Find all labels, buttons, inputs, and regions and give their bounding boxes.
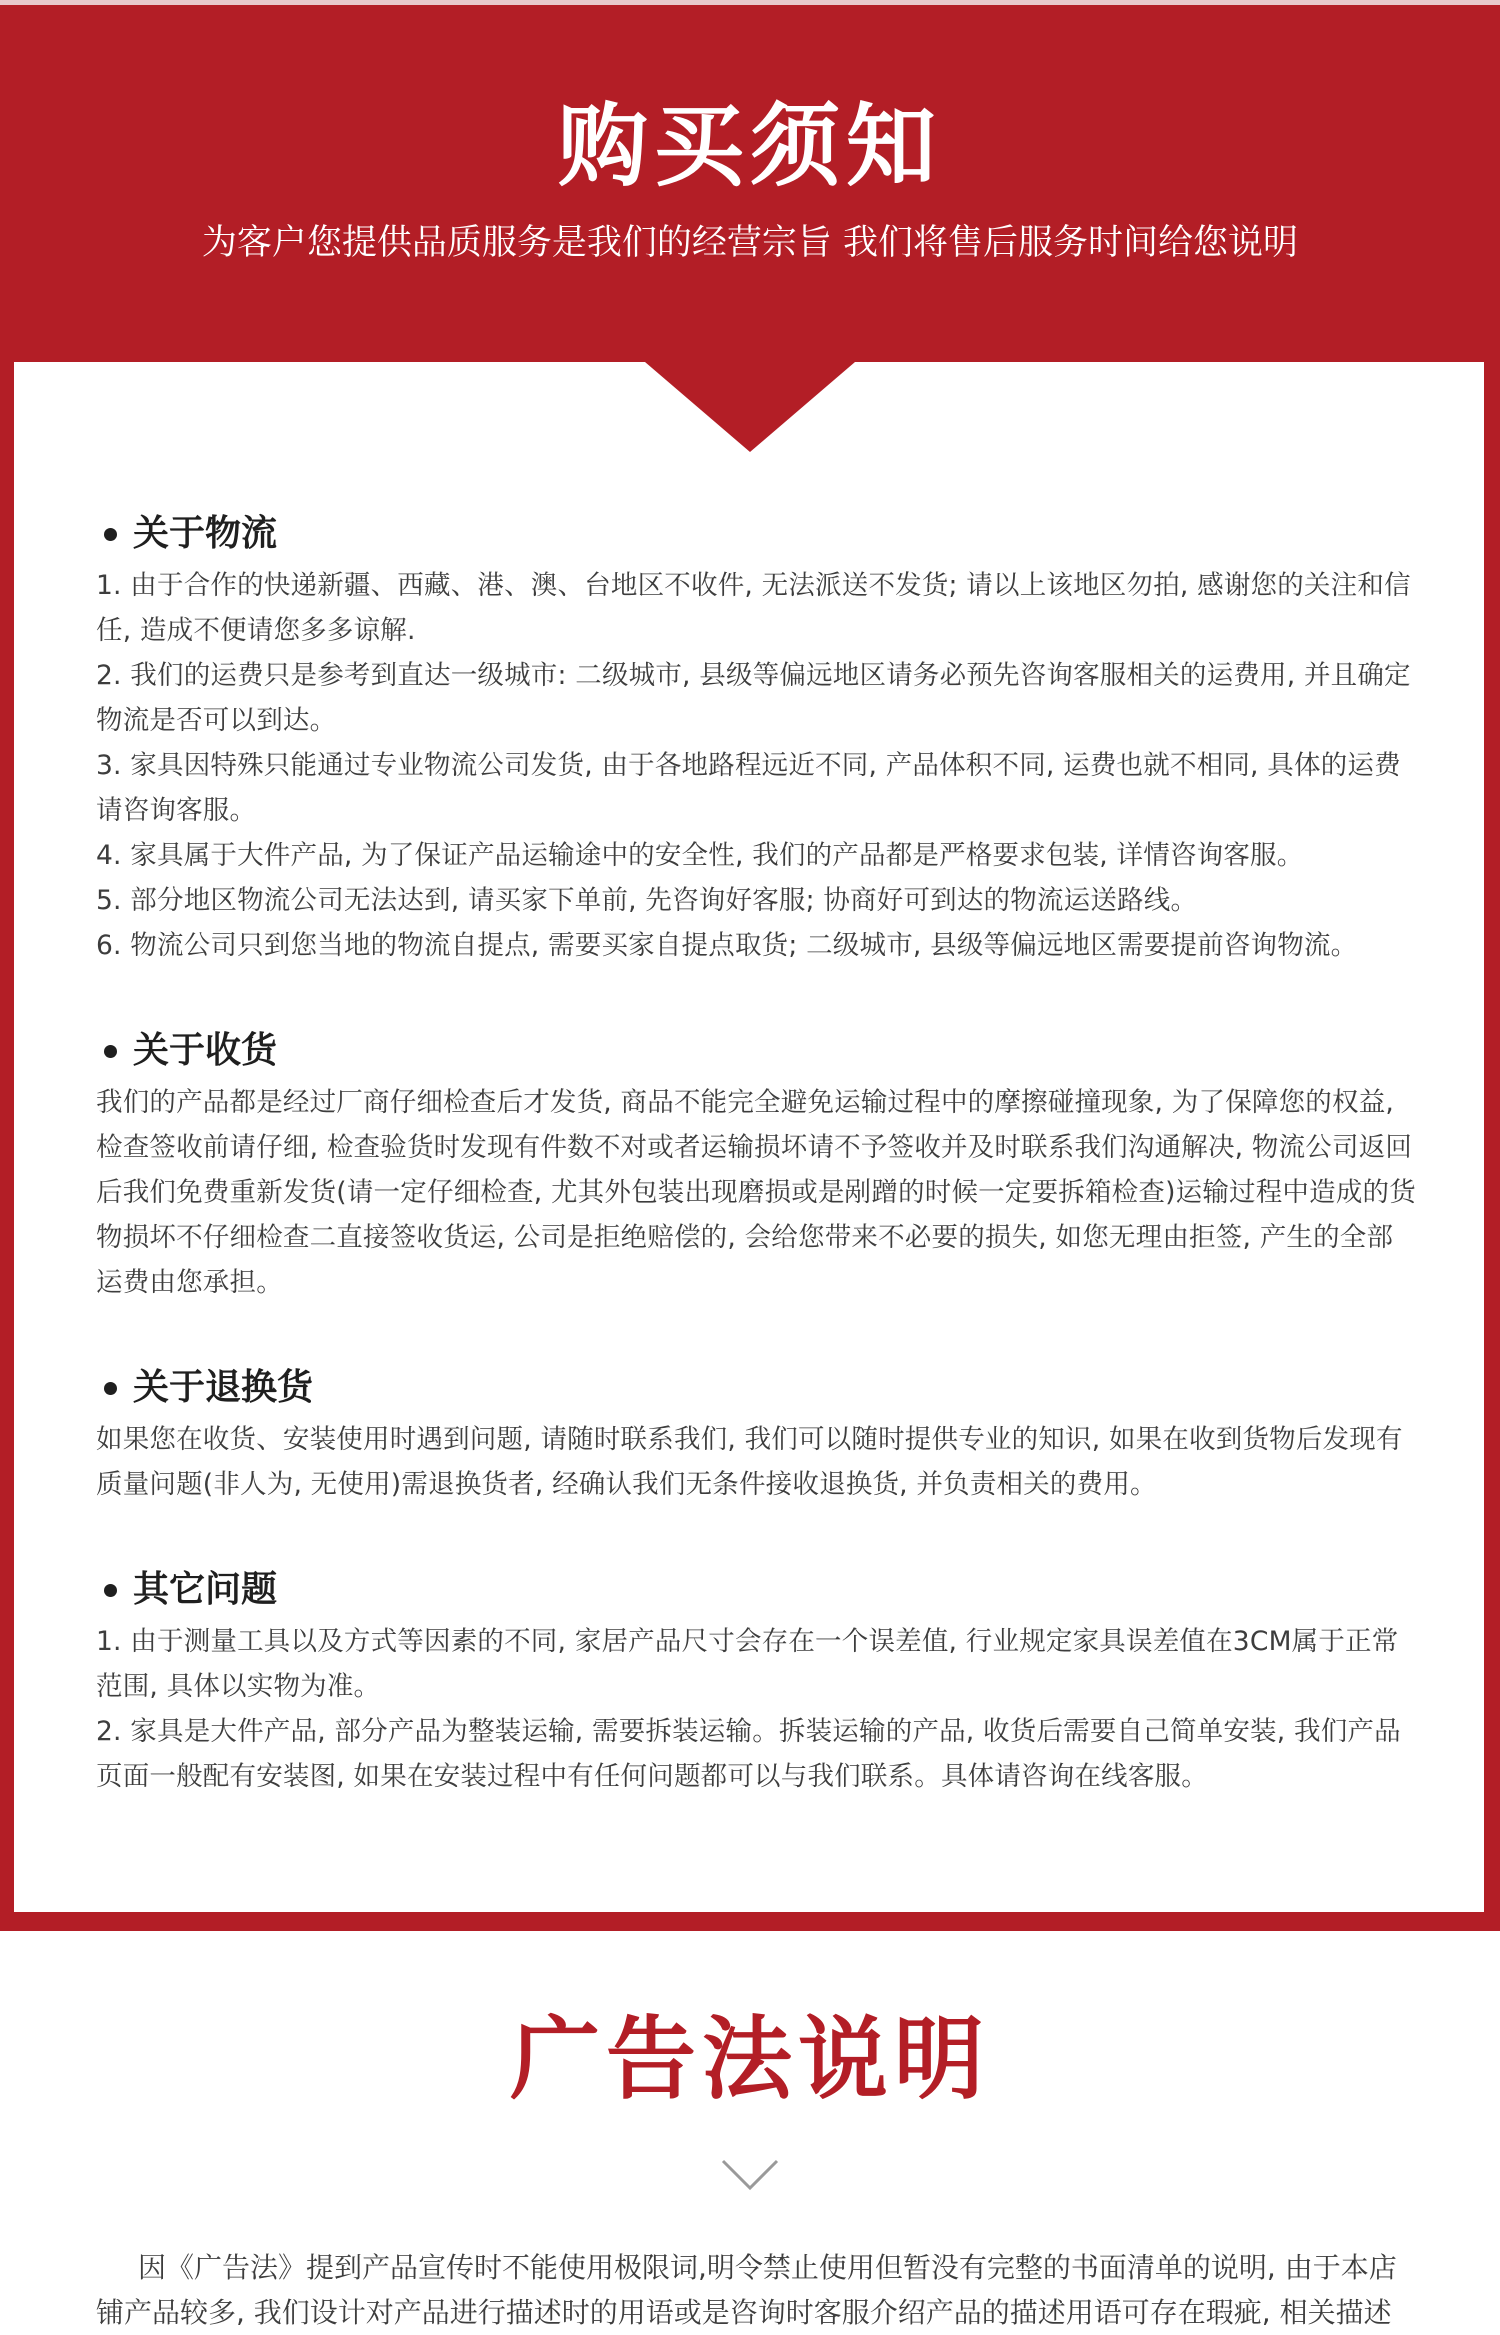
section-other-issues bbox=[96, 1561, 1416, 1799]
paragraph: 1. 由于测量工具以及方式等因素的不同, 家居产品尺寸会存在一个误差值, 行业规定家具误差值在3CM属于正常范围, 具体以实物为准。 bbox=[96, 1626, 1399, 1702]
paragraph: 我们的产品都是经过厂商仔细检查后才发货, 商品不能完全避免运输过程中的摩擦碰撞现象, 为了保障您的权益, 检查签收前请仔细, 检查验货时发现有件数不对或者运输损坏请不予签收并及时联系我们沟通解决, 物流公司返回后我们免费重新发货(请一定仔细检查, 尤其外包装出现磨损或是剐蹭的时候一定要拆箱检查)运输过程中造成的货物损坏不仔细检查二直接签收货运, 公司是拒绝赔偿的, 会给您带来不必要的损失, 如您无理由拒签, 产生的全部运费由您承担。 bbox=[96, 1087, 1416, 1298]
top-divider bbox=[0, 0, 1500, 5]
paragraph: 2. 我们的运费只是参考到直达一级城市: 二级城市, 县级等偏远地区请务必预先咨询客服相关的运费用, 并且确定物流是否可以到达。 bbox=[96, 660, 1411, 736]
section-heading: 其它问题 bbox=[96, 1561, 1416, 1619]
section-heading: 关于收货 bbox=[96, 1022, 1416, 1080]
section-heading: 关于物流 bbox=[96, 505, 1416, 563]
paragraph: 4. 家具属于大件产品, 为了保证产品运输途中的安全性, 我们的产品都是严格要求包装, 详情咨询客服。 bbox=[96, 840, 1304, 871]
paragraph: 1. 由于合作的快递新疆、西藏、港、澳、台地区不收件, 无法派送不发货; 请以上该地区勿拍, 感谢您的关注和信任, 造成不便请您多多谅解. bbox=[96, 570, 1411, 646]
section-logistics bbox=[96, 505, 1416, 968]
chevron-down-icon bbox=[720, 2158, 780, 2192]
bullet-icon bbox=[104, 528, 117, 541]
paragraph: 3. 家具因特殊只能通过专业物流公司发货, 由于各地路程远近不同, 产品体积不同, 运费也就不相同, 具体的运费请咨询客服。 bbox=[96, 750, 1401, 826]
section-returns bbox=[96, 1359, 1416, 1507]
bullet-icon bbox=[104, 1045, 117, 1058]
paragraph: 2. 家具是大件产品, 部分产品为整装运输, 需要拆装运输。拆装运输的产品, 收货后需要自己简单安装, 我们产品页面一般配有安装图, 如果在安装过程中有任何问题都可以与我们联系。具体请咨询在线客服。 bbox=[96, 1716, 1401, 1792]
section-receiving bbox=[96, 1022, 1416, 1305]
paragraph: 6. 物流公司只到您当地的物流自提点, 需要买家自提点取货; 二级城市, 县级等偏远地区需要提前咨询物流。 bbox=[96, 930, 1358, 961]
bullet-icon bbox=[104, 1382, 117, 1395]
paragraph: 如果您在收货、安装使用时遇到问题, 请随时联系我们, 我们可以随时提供专业的知识, 如果在收到货物后发现有质量问题(非人为, 无使用)需退换货者, 经确认我们无条件接收退换货, 并负责相关的费用。 bbox=[96, 1424, 1403, 1500]
card-notch-triangle bbox=[0, 360, 1500, 460]
page-subtitle: 为客户您提供品质服务是我们的经营宗旨 我们将售后服务时间给您说明 bbox=[201, 223, 1299, 263]
notice-content bbox=[96, 505, 1416, 1853]
page-title: 购买须知 bbox=[558, 94, 942, 199]
section-heading: 关于退换货 bbox=[96, 1359, 1416, 1417]
ad-law-text: 因《广告法》提到产品宣传时不能使用极限词,明令禁止使用但暂没有完整的书面清单的说明, 由于本店铺产品较多, 我们设计对产品进行描述时的用语或是咨询时客服介绍产品的描述用语可存在瑕疵, 相关描述 bbox=[96, 2251, 1397, 2329]
ad-law-title: 广告法说明 bbox=[510, 2007, 990, 2112]
paragraph: 5. 部分地区物流公司无法达到, 请买家下单前, 先咨询好客服; 协商好可到达的物流运送路线。 bbox=[96, 885, 1198, 916]
bullet-icon bbox=[104, 1584, 117, 1597]
